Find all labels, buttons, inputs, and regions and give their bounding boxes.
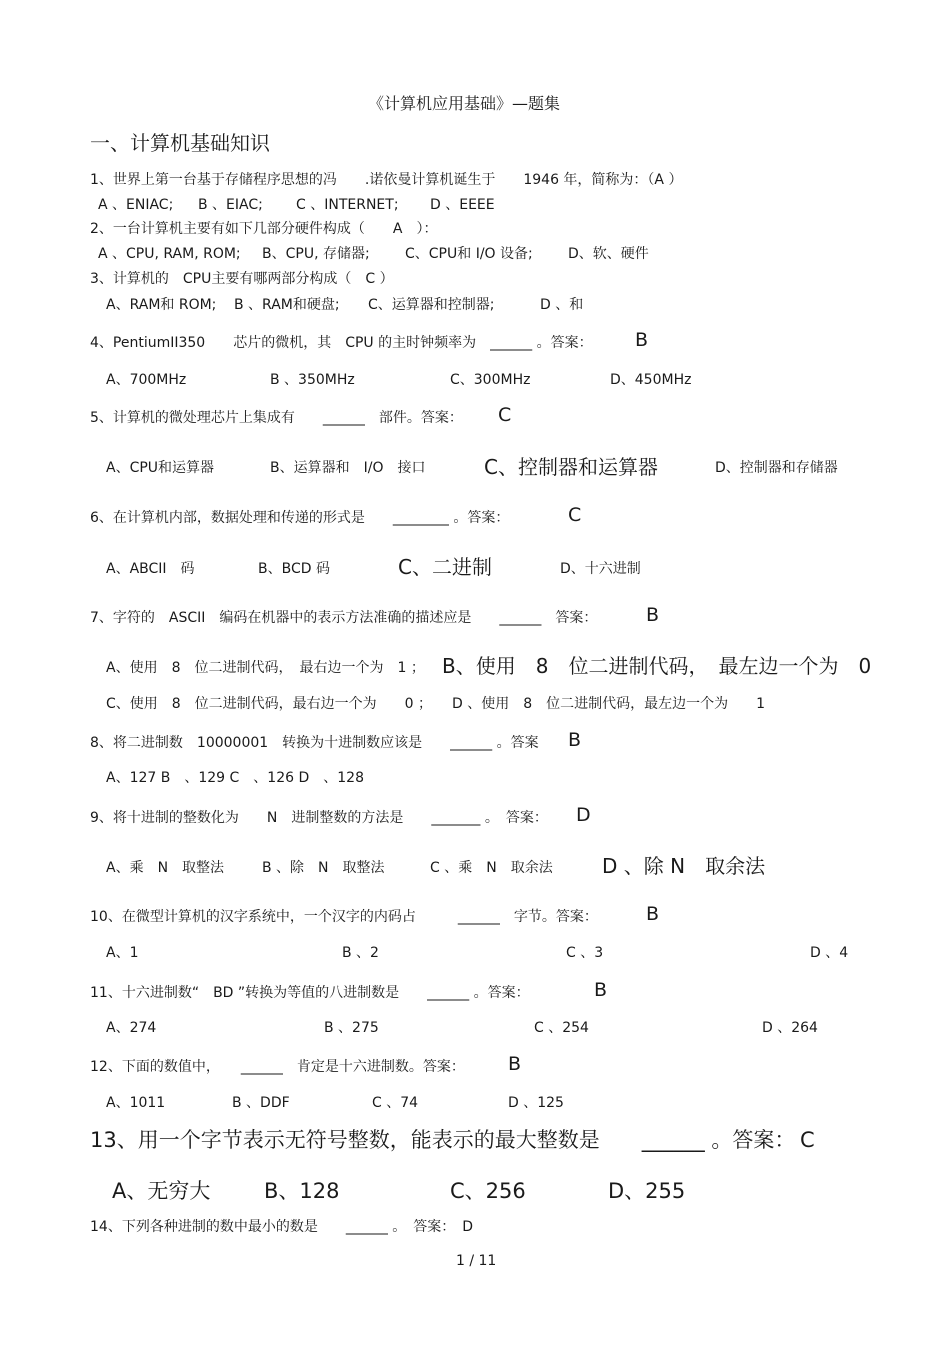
q13-option-d: D、255 xyxy=(608,1179,686,1203)
q11-option-a: A、274 xyxy=(106,1020,157,1036)
q2-option-c: C、CPU和 I/O 设备; xyxy=(405,246,533,262)
q13-option-c: C、256 xyxy=(450,1179,526,1203)
q13-option-b: B、128 xyxy=(264,1179,340,1203)
q6-option-b: B、BCD 码 xyxy=(258,561,330,577)
question-9: 9、将十进制的整数化为 N 进制整数的方法是 _______ 。 答案： xyxy=(90,810,548,826)
q9-option-b: B 、除 N 取整法 xyxy=(262,860,385,876)
question-2: 2、一台计算机主要有如下几部分硬件构成（ A ）： xyxy=(90,221,438,237)
q1-option-c: C 、INTERNET; xyxy=(296,197,399,213)
q10-answer: B xyxy=(646,903,660,925)
question-12: 12、下面的数值中， ______ 肯定是十六进制数。答案： xyxy=(90,1059,465,1075)
q4-option-c: C、300MHz xyxy=(450,372,531,388)
q12-option-b: B 、DDF xyxy=(232,1095,290,1111)
q6-option-d: D、十六进制 xyxy=(560,561,641,577)
q3-option-b: B 、RAM和硬盘; xyxy=(234,297,340,313)
q10-option-a: A、1 xyxy=(106,945,139,961)
q3-option-c: C、运算器和控制器; xyxy=(368,297,495,313)
q4-answer: B xyxy=(635,329,649,351)
question-6: 6、在计算机内部，数据处理和传递的形式是 ________ 。答案： xyxy=(90,510,510,526)
question-1: 1、世界上第一台基于存储程序思想的冯 .诺依曼计算机诞生于 1946 年，简称为：（A ） xyxy=(90,172,683,188)
q7-answer: B xyxy=(646,604,660,626)
q11-option-c: C 、254 xyxy=(534,1020,589,1036)
q6-option-c: C、二进制 xyxy=(398,555,492,579)
q12-option-c: C 、74 xyxy=(372,1095,419,1111)
question-10: 10、在微型计算机的汉字系统中，一个汉字的内码占 ______ 字节。答案： xyxy=(90,909,598,925)
question-5: 5、计算机的微处理芯片上集成有 ______ 部件。答案： xyxy=(90,410,463,426)
q10-option-c: C 、3 xyxy=(566,945,604,961)
q3-option-a: A、RAM和 ROM; xyxy=(106,297,217,313)
q7-option-d: D 、使用 8 位二进制代码，最左边一个为 1 xyxy=(452,696,766,712)
q9-option-c: C 、乘 N 取余法 xyxy=(430,860,553,876)
q9-answer: D xyxy=(576,804,591,826)
q1-option-b: B 、EIAC; xyxy=(198,197,263,213)
question-8: 8、将二进制数 10000001 转换为十进制数应该是 ______ 。答案 xyxy=(90,735,539,751)
page-number: 1 / 11 xyxy=(456,1253,497,1269)
q10-option-b: B 、2 xyxy=(342,945,379,961)
q13-option-a: A、无穷大 xyxy=(112,1179,211,1203)
q5-option-b: B、运算器和 I/O 接口 xyxy=(270,460,426,476)
q10-option-d: D 、4 xyxy=(810,945,849,961)
section-title: 一、计算机基础知识 xyxy=(90,131,270,155)
q5-option-d: D、控制器和存储器 xyxy=(715,460,838,476)
q6-answer: C xyxy=(568,504,582,526)
q4-option-d: D、450MHz xyxy=(610,372,692,388)
q2-option-a: A 、CPU, RAM, ROM; xyxy=(98,246,241,262)
q1-option-a: A 、ENIAC; xyxy=(98,197,174,213)
q7-option-c: C、使用 8 位二进制代码，最右边一个为 0 ； xyxy=(106,696,433,712)
question-13: 13、用一个字节表示无符号整数，能表示的最大整数是 ______ 。答案： xyxy=(90,1128,796,1152)
q9-option-a: A、乘 N 取整法 xyxy=(106,860,225,876)
question-7: 7、字符的 ASCII 编码在机器中的表示方法准确的描述应是 ______ 答案： xyxy=(90,610,598,626)
q4-option-a: A、700MHz xyxy=(106,372,187,388)
q9-option-d: D 、除 N 取余法 xyxy=(602,854,766,878)
question-11: 11、十六进制数“ BD ”转换为等值的八进制数是 ______ 。答案： xyxy=(90,985,530,1001)
document-title: 《计算机应用基础》—题集 xyxy=(368,94,561,113)
q11-answer: B xyxy=(594,979,608,1001)
q2-option-d: D、软、硬件 xyxy=(568,246,649,262)
q4-option-b: B 、350MHz xyxy=(270,372,355,388)
q13-answer: C xyxy=(800,1128,815,1152)
q11-option-d: D 、264 xyxy=(762,1020,818,1036)
q2-option-b: B、CPU, 存储器; xyxy=(262,246,370,262)
question-3: 3、计算机的 CPU主要有哪两部分构成（ C ） xyxy=(90,271,394,287)
q5-option-a: A、CPU和运算器 xyxy=(106,460,215,476)
question-4: 4、PentiumII350 芯片的微机，其 CPU 的主时钟频率为 ______ 。答案： xyxy=(90,335,593,351)
q8-options: A、127 B 、129 C 、126 D 、128 xyxy=(106,770,364,786)
q12-answer: B xyxy=(508,1053,522,1075)
q8-answer: B xyxy=(568,729,582,751)
q7-option-a: A、使用 8 位二进制代码， 最右边一个为 1 ； xyxy=(106,660,425,676)
q1-option-d: D 、EEEE xyxy=(430,197,495,213)
q12-option-a: A、1011 xyxy=(106,1095,166,1111)
question-14: 14、下列各种进制的数中最小的数是 ______ 。 答案： D xyxy=(90,1219,474,1235)
q7-option-b: B、使用 8 位二进制代码， 最左边一个为 0 xyxy=(442,654,872,678)
q5-option-c: C、控制器和运算器 xyxy=(484,455,658,479)
q12-option-d: D 、125 xyxy=(508,1095,564,1111)
q3-option-d: D 、和 xyxy=(540,297,584,313)
q6-option-a: A、ABCII 码 xyxy=(106,561,195,577)
q5-answer: C xyxy=(498,404,512,426)
q11-option-b: B 、275 xyxy=(324,1020,379,1036)
